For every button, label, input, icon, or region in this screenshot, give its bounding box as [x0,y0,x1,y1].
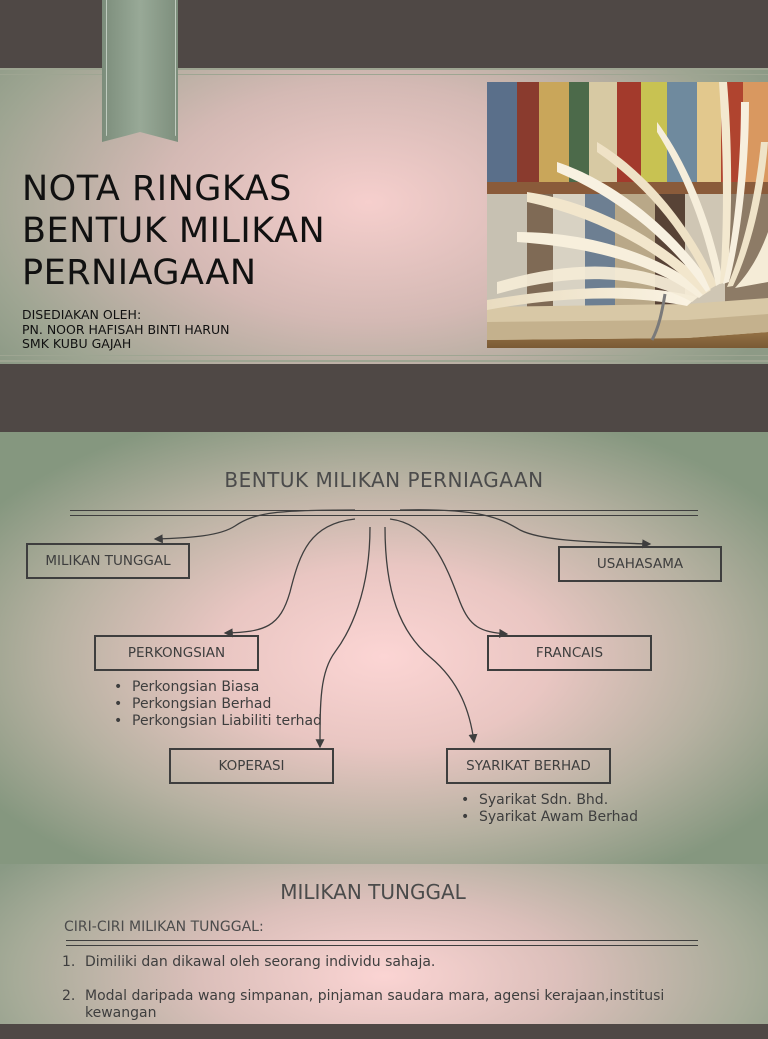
list-item: • Syarikat Sdn. Bhd. [461,792,638,809]
arrow-to-francais [390,519,507,634]
arrow-to-usahasama [400,510,650,544]
characteristics-list [62,954,712,1039]
box-francais-label: FRANCAIS [535,645,604,661]
arrow-to-koperasi [320,527,370,747]
bookmark-ribbon-stitch [106,0,176,136]
bottom-divider [0,360,768,362]
diagram-title: BENTUK MILIKAN PERNIAGAAN [224,468,544,492]
arrow-to-syarikat-berhad [385,527,474,742]
arrow-to-perkongsian [225,519,355,633]
box-milikan-tunggal-label: MILIKAN TUNGGAL [45,553,171,569]
box-milikan-tunggal [26,543,190,579]
list-item-number: 2. [62,988,76,1004]
box-perkongsian [94,635,259,671]
list-item-number: 1. [62,954,76,970]
title-line-3: PERNIAGAAN [22,253,257,293]
syarikat-types-list [461,792,638,826]
title-line-2: BENTUK MILIKAN [22,211,326,251]
credits-school: SMK KUBU GAJAH [22,336,132,351]
list-item: • Syarikat Awam Berhad [461,809,638,826]
list-item-text: Modal daripada wang simpanan, pinjaman saudara mara, agensi kerajaan,institusi kewangan [85,988,665,1021]
bottom-divider-thin [0,355,768,356]
credits-label: DISEDIAKAN OLEH: [22,307,142,322]
box-koperasi-label: KOPERASI [218,758,285,774]
box-syarikat-berhad-label: SYARIKAT BERHAD [466,758,591,774]
list-item [62,954,712,971]
list-item: • Perkongsian Berhad [114,696,322,713]
box-francais [487,635,652,671]
title-slide [0,0,768,432]
perkongsian-types-list [114,679,322,730]
milikan-tunggal-slide [0,864,768,1024]
slide3-title: MILIKAN TUNGGAL [280,880,466,904]
box-syarikat-berhad [446,748,611,784]
open-book-photo [487,82,768,348]
box-koperasi [169,748,334,784]
arrow-to-milikan-tunggal [155,510,355,539]
list-item: • Perkongsian Liabiliti terhad [114,713,322,730]
box-usahasama [558,546,722,582]
list-item: • Perkongsian Biasa [114,679,322,696]
slide3-subtitle: CIRI-CIRI MILIKAN TUNGGAL: [64,919,264,935]
list-item-text: Dimiliki dan dikawal oleh seorang individu sahaja. [85,954,436,970]
title-line-1: NOTA RINGKAS [22,169,292,209]
slide3-rule-2 [66,945,698,946]
list-item [62,988,712,1022]
box-usahasama-label: USAHASAMA [596,556,684,572]
credits-author: PN. NOOR HAFISAH BINTI HARUN [22,321,230,337]
credits [22,308,229,352]
presentation-title [22,168,462,294]
slide3-rule-1 [66,940,698,941]
diagram-slide [0,432,768,864]
box-perkongsian-label: PERKONGSIAN [127,645,226,661]
